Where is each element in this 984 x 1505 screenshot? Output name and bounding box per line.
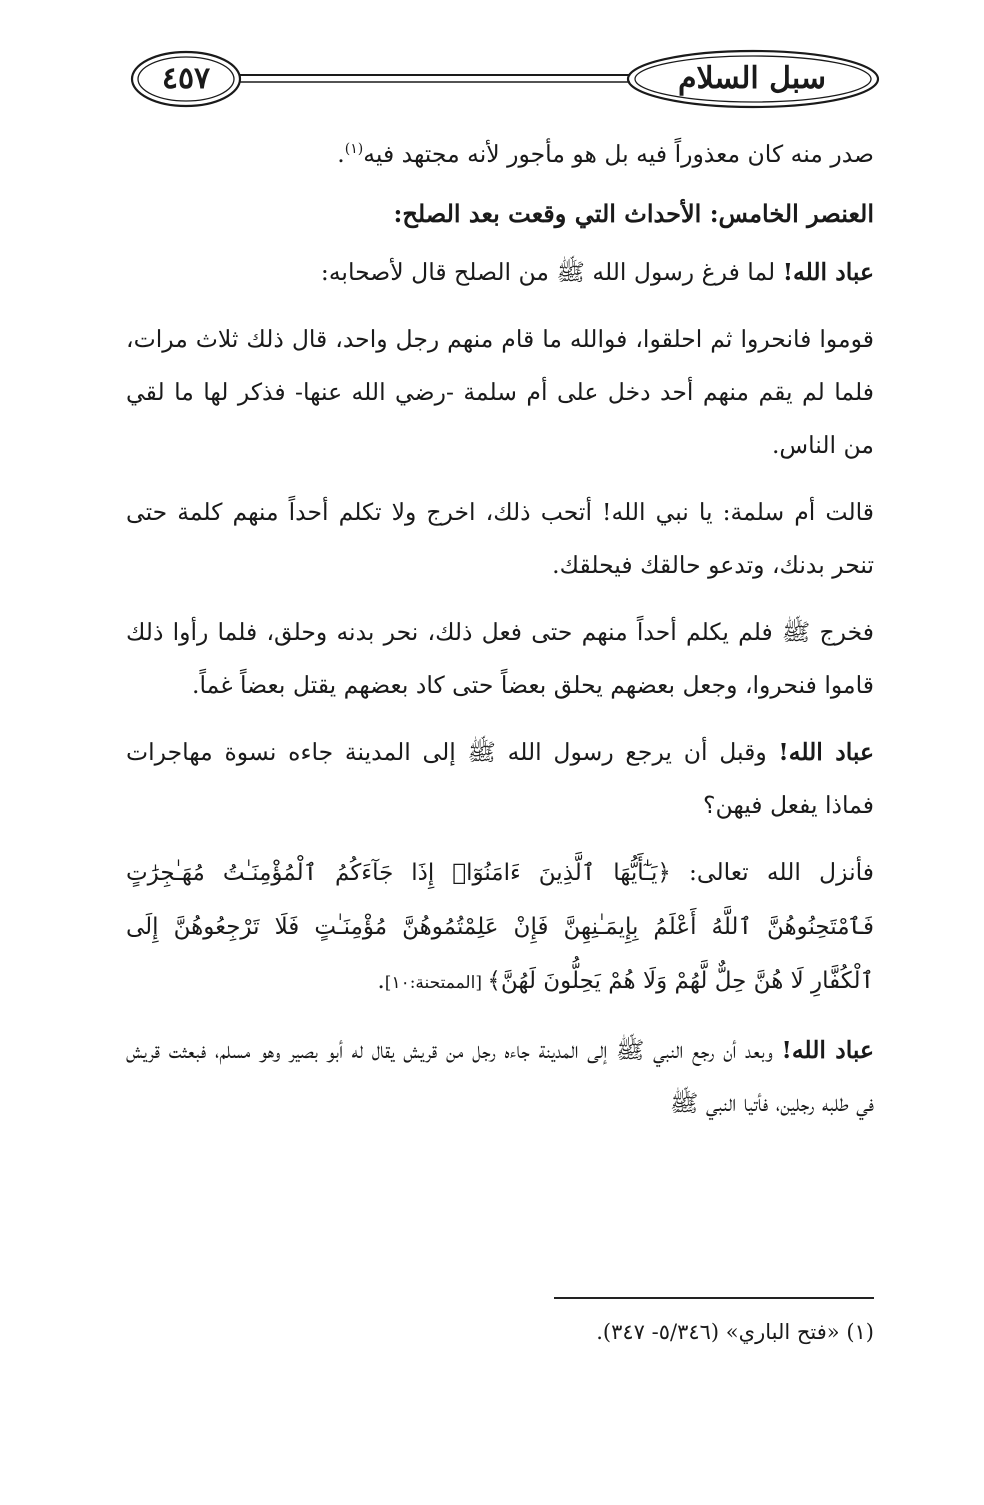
paragraph-2-text: لما فرغ رسول الله ﷺ من الصلح قال لأصحابه:: [320, 258, 783, 286]
paragraph-2-lead: عباد الله!: [782, 258, 874, 286]
paragraph-1-text: صدر منه كان معذوراً فيه بل هو مأجور لأنه مجتهد فيه: [363, 140, 874, 168]
paragraph-3: قوموا فانحروا ثم احلقوا، فوالله ما قام منهم رجل واحد، قال ذلك ثلاث مرات، فلما لم يقم منهم أحد دخل على أم سلمة -رضي الله عنها- فذكر لها ما لقي من الناس.: [126, 325, 874, 459]
page-number: ٤٥٧: [161, 60, 211, 96]
page-header: [128, 48, 884, 110]
paragraph-2: [126, 246, 874, 299]
paragraph-1: [126, 128, 874, 181]
paragraph-6: [126, 726, 874, 832]
page-body: [126, 128, 874, 1144]
paragraph-1-end: .: [337, 140, 345, 168]
footnote: (١) «فتح الباري» (٥/٣٤٦- ٣٤٧).: [596, 1320, 874, 1344]
paragraph-7-end: .: [377, 966, 385, 994]
section-heading: العنصر الخامس: الأحداث التي وقعت بعد الصلح:: [393, 199, 874, 228]
paragraph-8-lead: عباد الله!: [781, 1036, 874, 1064]
paragraph-4: قالت أم سلمة: يا نبي الله! أتحب ذلك، اخرج ولا تكلم أحداً منهم كلمة حتى تنحر بدنك، وتدعو حالقك فيحلقك.: [126, 498, 874, 579]
verse-citation: [الممتحنة:١٠]: [384, 973, 488, 993]
paragraph-8: [126, 1024, 874, 1130]
paragraph-7-intro: فأنزل الله تعالى:: [670, 858, 874, 886]
footnote-divider: [554, 1297, 874, 1299]
paragraph-6-lead: عباد الله!: [778, 738, 874, 766]
paragraph-8-text: وبعد أن رجع النبي ﷺ إلى المدينة جاءه رجل من قريش يقال له أبو بصير وهو مسلم، فبعثت قريش في طلبه رجلين، فأتيا النبي ﷺ: [126, 1036, 874, 1117]
paragraph-6-text: وقبل أن يرجع رسول الله ﷺ إلى المدينة جاءه نسوة مهاجرات فماذا يفعل فيهن؟: [126, 738, 874, 819]
paragraph-7: [126, 846, 874, 1010]
book-title: سبل السلام: [677, 60, 827, 96]
quran-verse: ﴿يَـٰٓأَيُّهَا ٱلَّذِينَ ءَامَنُوٓا۟ إِذَا جَآءَكُمُ ٱلْمُؤْمِنَـٰتُ مُهَـٰجِرَٰتٍ فَٱمْتَحِنُوهُنَّ ٱللَّهُ أَعْلَمُ بِإِيمَـٰنِهِنَّ فَإِنْ عَلِمْتُمُوهُنَّ مُؤْمِنَـٰتٍ فَلَا تَرْجِعُوهُنَّ إِلَى ٱلْكُفَّارِ لَا هُنَّ حِلٌّ لَّهُمْ وَلَا هُمْ يَحِلُّونَ لَهُنَّ﴾: [126, 860, 874, 994]
paragraph-5: فخرج ﷺ فلم يكلم أحداً منهم حتى فعل ذلك، نحر بدنه وحلق، فلما رأوا ذلك قاموا فنحروا، وجعل بعضهم يحلق بعضاً حتى كاد بعضهم يقتل بعضاً غماً.: [126, 618, 874, 699]
footnote-reference: (١): [344, 141, 364, 158]
